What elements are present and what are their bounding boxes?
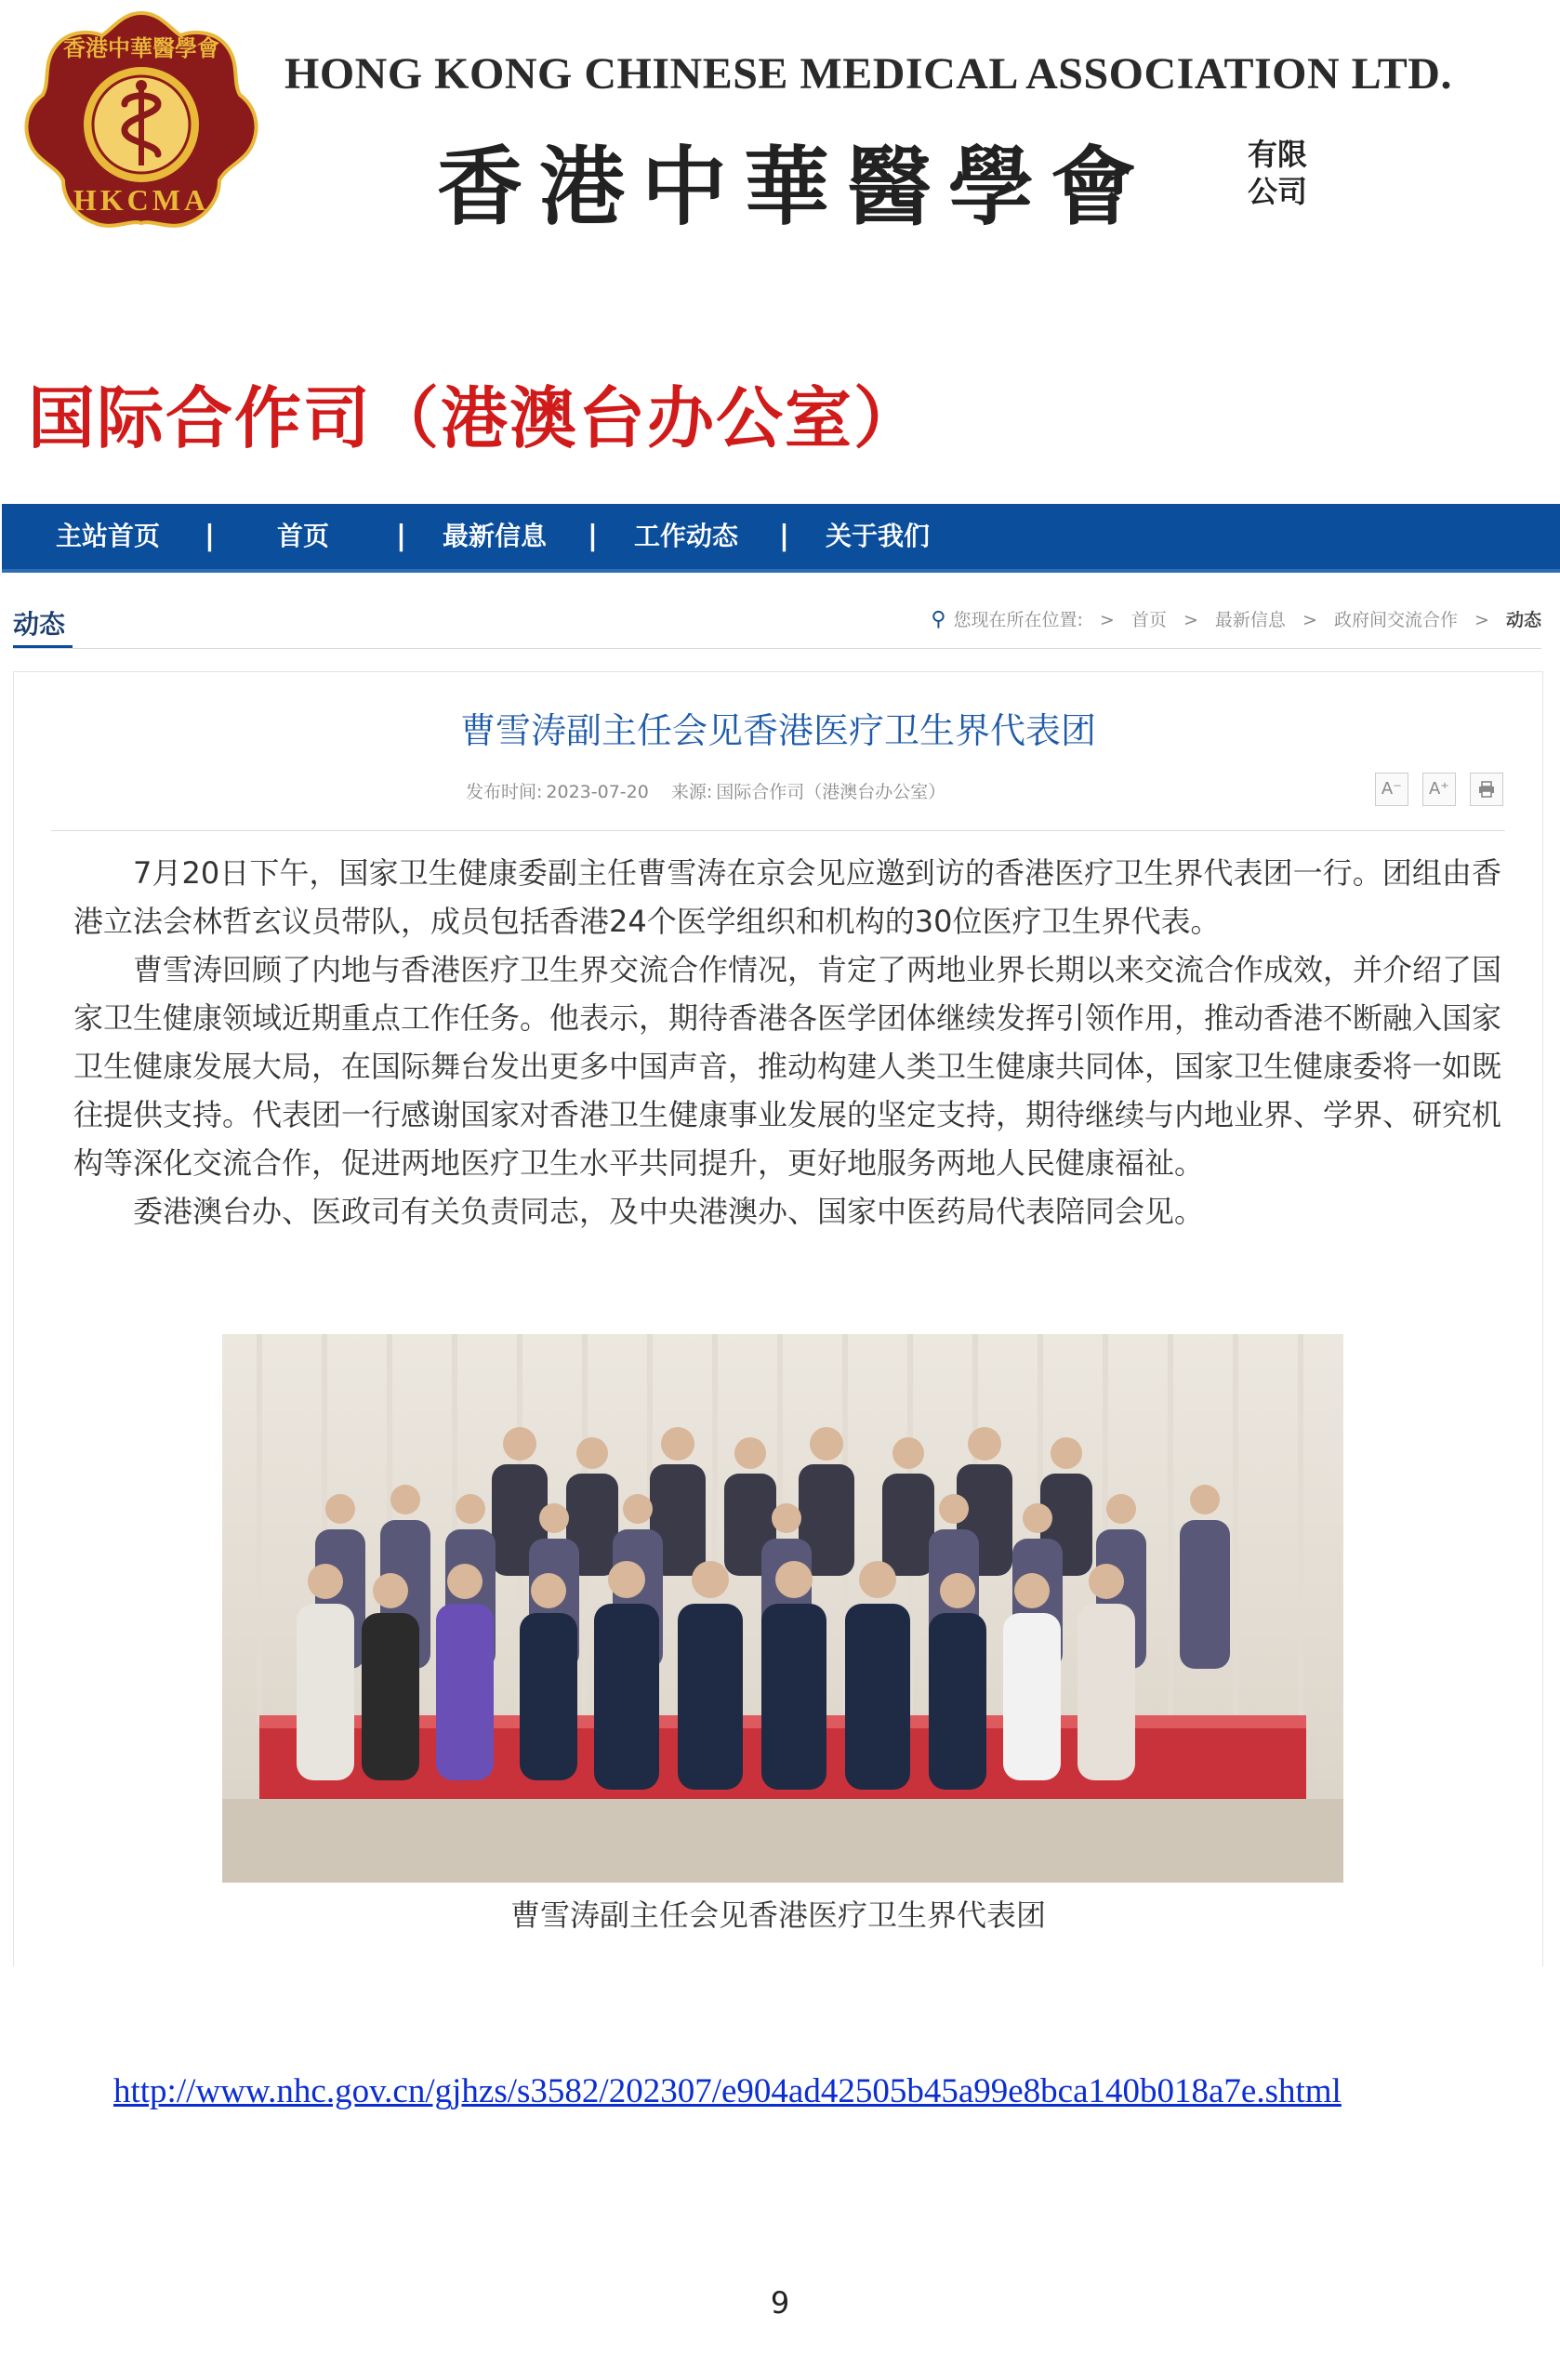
association-name-en: HONG KONG CHINESE MEDICAL ASSOCIATION LTD.	[284, 49, 1452, 99]
breadcrumb	[931, 606, 1541, 631]
breadcrumb-item-home[interactable]: 首页	[1130, 610, 1167, 630]
association-name-suffix	[1248, 136, 1307, 210]
published-date: 2023-07-20	[546, 782, 649, 802]
department-title: 国际合作司（港澳台办公室）	[28, 379, 923, 457]
font-increase-button[interactable]: A⁺	[1422, 773, 1456, 806]
section-divider	[13, 648, 1541, 649]
nav-separator: |	[588, 520, 598, 552]
nav-item-about-us[interactable]: 关于我们	[826, 521, 931, 551]
print-icon	[1477, 780, 1496, 799]
photo-caption: 曹雪涛副主任会见香港医疗卫生界代表团	[509, 1897, 1046, 1933]
hkcma-logo	[20, 7, 262, 242]
section-tab[interactable]: 动态	[13, 609, 66, 640]
breadcrumb-item-latest[interactable]: 最新信息	[1214, 610, 1286, 630]
article-meta	[466, 778, 962, 803]
association-name-zh: 香港中華醫學會	[437, 138, 1154, 237]
page-number: 9	[770, 2285, 790, 2320]
association-header	[0, 0, 1560, 251]
logo-text-bottom: HKCMA	[73, 183, 210, 217]
nav-separator: |	[779, 520, 789, 552]
breadcrumb-separator: >	[1099, 610, 1115, 630]
nav-item-main-home[interactable]: 主站首页	[56, 521, 161, 551]
published-label: 发布时间:	[466, 782, 543, 802]
nav-item-latest-info[interactable]: 最新信息	[443, 521, 548, 551]
article-divider	[51, 830, 1505, 831]
location-pin-icon: ⚲	[931, 608, 946, 631]
article-tools	[1366, 773, 1503, 806]
breadcrumb-item-cooperation[interactable]: 政府间交流合作	[1333, 610, 1458, 630]
breadcrumb-separator: >	[1183, 610, 1198, 630]
article-card	[13, 671, 1543, 1966]
breadcrumb-separator: >	[1302, 610, 1317, 630]
breadcrumb-item-current: 动态	[1505, 610, 1541, 630]
nav-separator: |	[396, 520, 406, 552]
article-title: 曹雪涛副主任会见香港医疗卫生界代表团	[459, 710, 1096, 751]
nav-item-home[interactable]: 首页	[277, 521, 330, 551]
source-label: 来源:	[670, 782, 713, 802]
article-paragraph: 委港澳台办、医政司有关负责同志，及中央港澳办、国家中医药局代表陪同会见。	[133, 1194, 1205, 1229]
site-nav	[2, 504, 1560, 573]
suffix-line-1: 有限	[1248, 137, 1308, 172]
nav-item-work-news[interactable]: 工作动态	[634, 521, 739, 551]
article-paragraph: 7月20日下午，国家卫生健康委副主任曹雪涛在京会见应邀到访的香港医疗卫生界代表团一行。团组由香港立法会林哲玄议员带队，成员包括香港24个医学组织和机构的30位医疗卫生界代表。	[73, 855, 1501, 939]
print-button[interactable]	[1470, 773, 1503, 806]
font-decrease-button[interactable]: A⁻	[1375, 773, 1408, 806]
source-url-link[interactable]: http://www.nhc.gov.cn/gjhzs/s3582/202307/e904ad42505b45a99e8bca140b018a7e.shtml	[113, 2072, 1342, 2110]
nav-separator: |	[205, 520, 215, 552]
suffix-line-2: 公司	[1248, 174, 1308, 209]
group-photo	[222, 1334, 1343, 1883]
article-body	[73, 849, 1501, 1236]
article-source: 国际合作司（港澳台办公室）	[716, 782, 946, 802]
breadcrumb-separator: >	[1474, 610, 1489, 630]
logo-text-top: 香港中華醫學會	[63, 35, 219, 61]
breadcrumb-label: 您现在所在位置:	[953, 610, 1083, 630]
article-paragraph: 曹雪涛回顾了内地与香港医疗卫生界交流合作情况，肯定了两地业界长期以来交流合作成效，并介绍了国家卫生健康领域近期重点工作任务。他表示，期待香港各医学团体继续发挥引领作用，推动香港不断融入国家卫生健康发展大局，在国际舞台发出更多中国声音，推动构建人类卫生健康共同体，国家卫生健康委将一如既往提供支持。代表团一行感谢国家对香港卫生健康事业发展的坚定支持，期待继续与内地业界、学界、研究机构等深化交流合作，促进两地医疗卫生水平共同提升，更好地服务两地人民健康福祉。	[73, 952, 1502, 1181]
